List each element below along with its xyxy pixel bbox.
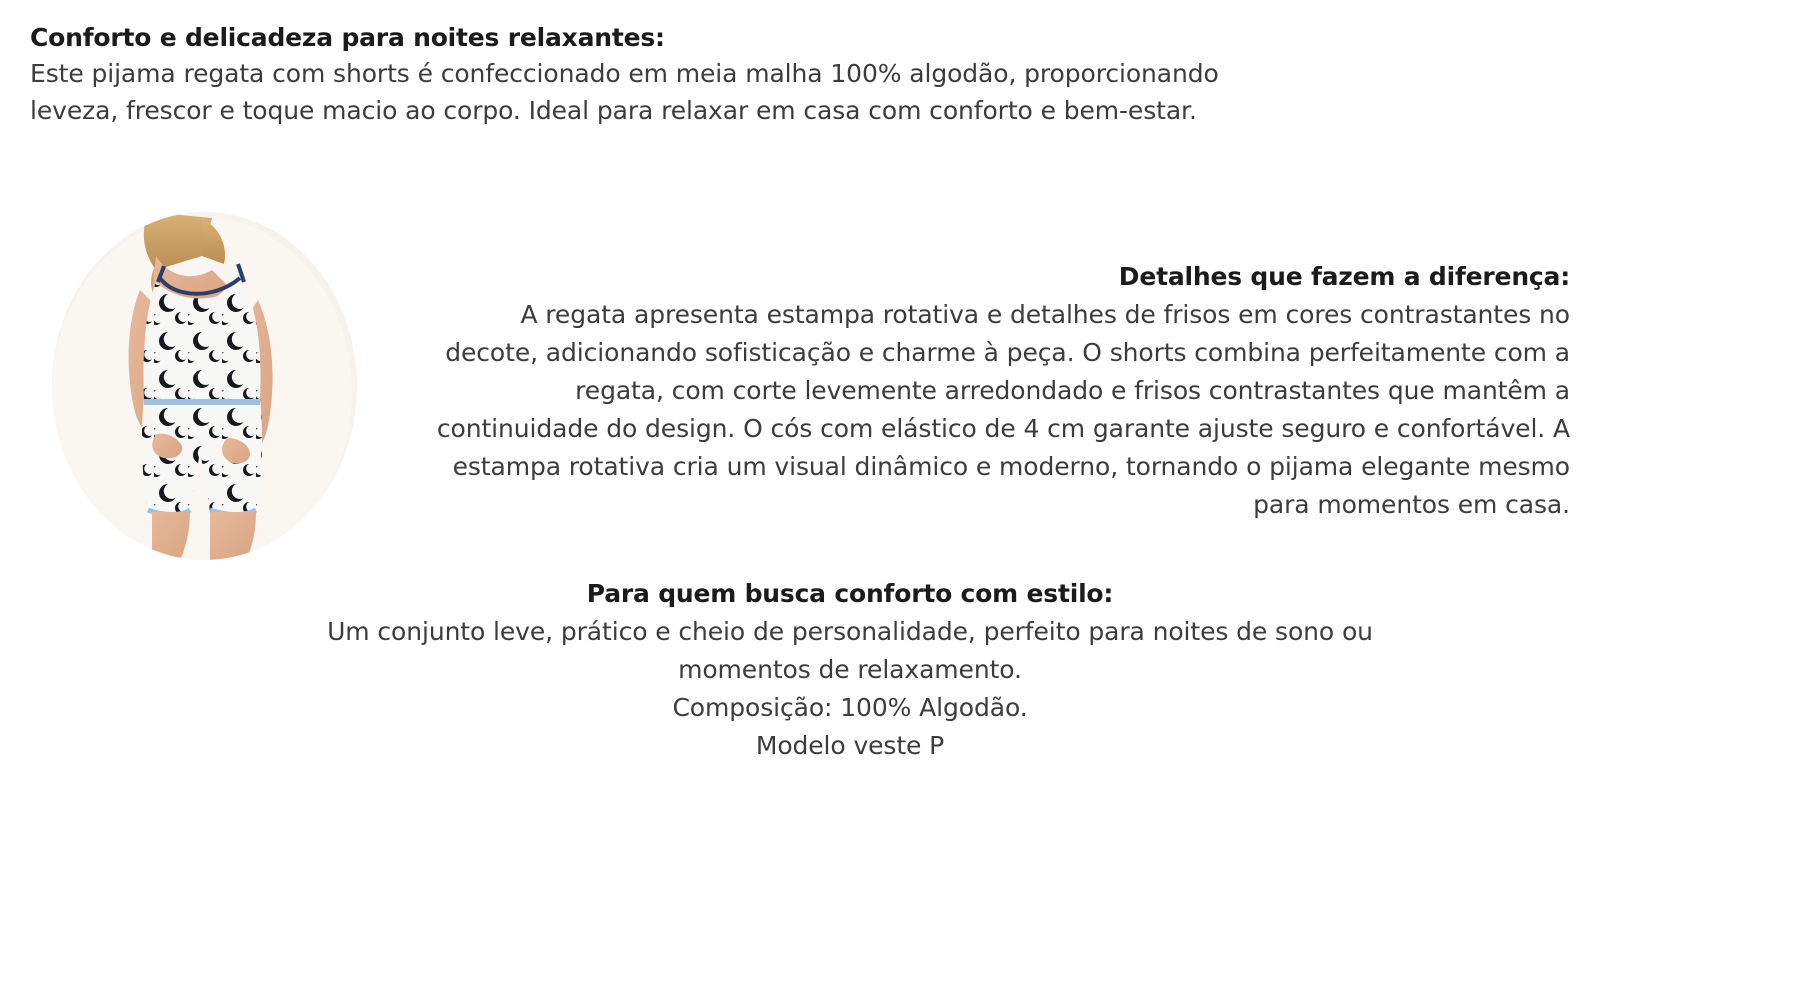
closing-line-2: momentos de relaxamento. (678, 654, 1022, 684)
closing-heading: Para quem busca conforto com estilo: (586, 579, 1114, 608)
details-section (420, 258, 1570, 524)
details-body: A regata apresenta estampa rotativa e detalhes de frisos em cores contrastantes no decote, adicionando sofisticação e charme à peça. O shorts combina perfeitamente com a regata, com corte levemente arredondado e frisos contrastantes que mantêm a continuidade do design. O cós com elástico de 4 cm garante ajuste seguro e confortável. A estampa rotativa cria um visual dinâmico e moderno, tornando o pijama elegante mesmo para momentos em casa. (436, 299, 1570, 519)
closing-line-1: Um conjunto leve, prático e cheio de personalidade, perfeito para noites de sono ou (327, 616, 1373, 646)
product-photo (52, 212, 357, 560)
intro-line-1: Este pijama regata com shorts é confeccionado em meia malha 100% algodão, proporcionando (30, 59, 1219, 89)
closing-body (150, 613, 1550, 765)
composition-line: Composição: 100% Algodão. (672, 692, 1028, 722)
intro-section (30, 20, 1530, 129)
product-photo-illustration (52, 212, 357, 560)
closing-section (150, 575, 1550, 765)
model-size-line: Modelo veste P (755, 730, 945, 760)
product-photo-circle-mask (52, 212, 357, 560)
intro-heading: Conforto e delicadeza para noites relaxantes: (30, 23, 665, 52)
intro-line-2: leveza, frescor e toque macio ao corpo. Ideal para relaxar em casa com conforto e bem-estar. (30, 95, 1197, 125)
details-heading: Detalhes que fazem a diferença: (1118, 262, 1570, 291)
